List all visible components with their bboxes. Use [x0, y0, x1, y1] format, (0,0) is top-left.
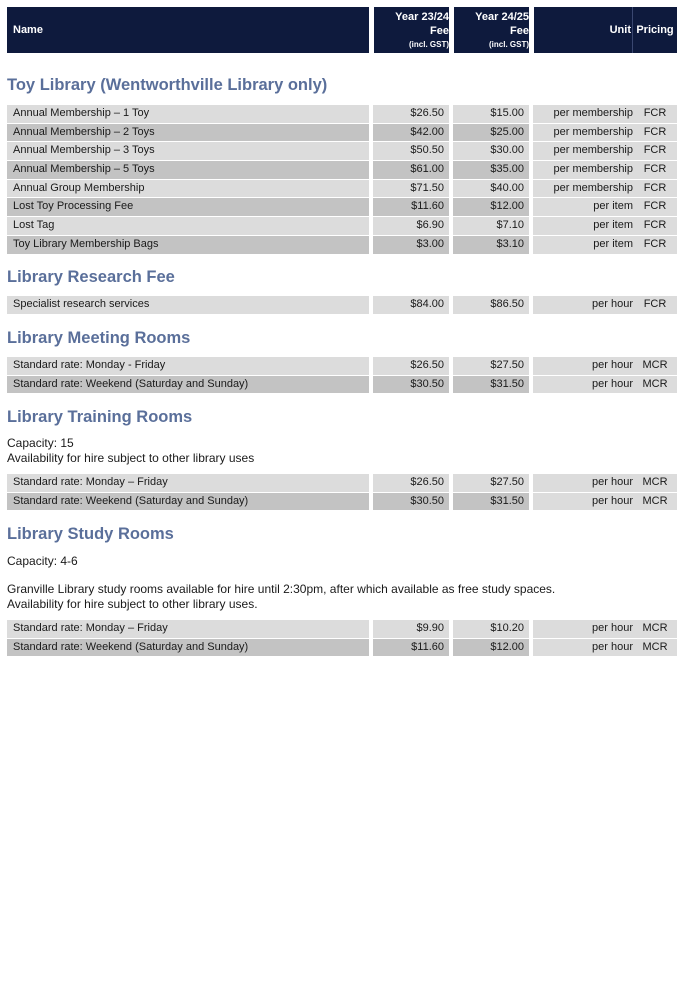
fee-item-name: Annual Membership – 3 Toys: [7, 142, 369, 160]
fee-2324: $30.50: [373, 493, 449, 511]
training-availability: Availability for hire subject to other library uses: [7, 451, 255, 465]
fee-unit: per membership: [533, 124, 633, 142]
fee-unit: per membership: [533, 142, 633, 160]
pricing-code: MCR: [633, 474, 677, 492]
header-y1-line1: Year 23/24: [395, 11, 449, 23]
header-divider: [449, 7, 454, 53]
table-row: [7, 356, 677, 375]
fee-item-name: Toy Library Membership Bags: [7, 236, 369, 254]
header-name-label: Name: [13, 24, 43, 36]
pricing-code: FCR: [633, 198, 677, 216]
table-row: [7, 216, 677, 235]
table-row: [7, 141, 677, 160]
fee-2324: $84.00: [373, 296, 449, 314]
fee-item-name: Standard rate: Monday – Friday: [7, 474, 369, 492]
fee-2425: $10.20: [453, 620, 529, 638]
fee-2425: $15.00: [453, 105, 529, 123]
table-row: [7, 179, 677, 198]
fee-2324: $26.50: [373, 357, 449, 375]
pricing-code: FCR: [633, 217, 677, 235]
table-header: [7, 7, 677, 53]
header-y2-line3: (incl. GST): [489, 40, 529, 49]
fee-item-name: Annual Membership – 5 Toys: [7, 161, 369, 179]
header-name: [7, 7, 369, 53]
study-capacity: Capacity: 4-6: [7, 554, 78, 568]
fee-2324: $9.90: [373, 620, 449, 638]
pricing-code: FCR: [633, 124, 677, 142]
fee-2425: $27.50: [453, 474, 529, 492]
fee-2425: $25.00: [453, 124, 529, 142]
fee-unit: per item: [533, 217, 633, 235]
fee-unit: per membership: [533, 161, 633, 179]
header-year-2425: [453, 7, 534, 53]
fee-item-name: Standard rate: Monday - Friday: [7, 357, 369, 375]
training-capacity: Capacity: 15: [7, 436, 74, 450]
pricing-code: FCR: [633, 142, 677, 160]
fee-2425: $30.00: [453, 142, 529, 160]
table-row: [7, 638, 677, 657]
header-unit: [533, 7, 633, 53]
header-y1-line2: Fee: [430, 25, 449, 37]
fee-unit: per hour: [533, 296, 633, 314]
training-rooms-table: [7, 473, 677, 510]
toy-library-table: [7, 104, 677, 254]
fee-2425: $12.00: [453, 198, 529, 216]
table-row: [7, 123, 677, 142]
fee-unit: per item: [533, 198, 633, 216]
fee-unit: per hour: [533, 620, 633, 638]
table-row: [7, 619, 677, 638]
fee-item-name: Standard rate: Monday – Friday: [7, 620, 369, 638]
fee-item-name: Annual Membership – 2 Toys: [7, 124, 369, 142]
fee-unit: per item: [533, 236, 633, 254]
section-title-toy-library: Toy Library (Wentworthville Library only): [7, 76, 328, 94]
fee-2324: $26.50: [373, 474, 449, 492]
fee-item-name: Standard rate: Weekend (Saturday and Sunday): [7, 376, 369, 394]
fee-2425: $12.00: [453, 639, 529, 657]
fee-2425: $3.10: [453, 236, 529, 254]
research-table: [7, 295, 677, 314]
study-note-granville: Granville Library study rooms available for hire until 2:30pm, after which available as free study spaces.: [7, 582, 556, 596]
fee-2425: $7.10: [453, 217, 529, 235]
pricing-code: MCR: [633, 639, 677, 657]
table-row: [7, 235, 677, 254]
fee-2324: $26.50: [373, 105, 449, 123]
fee-2425: $31.50: [453, 376, 529, 394]
header-year-2324: [373, 7, 454, 53]
pricing-code: FCR: [633, 161, 677, 179]
fee-2324: $61.00: [373, 161, 449, 179]
fee-item-name: Lost Tag: [7, 217, 369, 235]
fee-unit: per hour: [533, 493, 633, 511]
header-pricing: [633, 7, 677, 53]
fee-2425: $86.50: [453, 296, 529, 314]
pricing-code: FCR: [633, 180, 677, 198]
table-row: [7, 160, 677, 179]
section-title-meeting-rooms: Library Meeting Rooms: [7, 329, 191, 347]
fee-unit: per membership: [533, 180, 633, 198]
table-row: [7, 197, 677, 216]
pricing-code: MCR: [633, 357, 677, 375]
section-title-training-rooms: Library Training Rooms: [7, 408, 193, 426]
meeting-rooms-table: [7, 356, 677, 393]
fee-2425: $27.50: [453, 357, 529, 375]
fee-item-name: Standard rate: Weekend (Saturday and Sunday): [7, 493, 369, 511]
fee-item-name: Standard rate: Weekend (Saturday and Sunday): [7, 639, 369, 657]
fee-unit: per membership: [533, 105, 633, 123]
header-divider: [632, 7, 633, 53]
pricing-code: FCR: [633, 296, 677, 314]
section-title-study-rooms: Library Study Rooms: [7, 525, 174, 543]
fee-2324: $71.50: [373, 180, 449, 198]
fee-unit: per hour: [533, 376, 633, 394]
table-row: [7, 375, 677, 394]
fee-2425: $40.00: [453, 180, 529, 198]
fee-unit: per hour: [533, 639, 633, 657]
fee-unit: per hour: [533, 357, 633, 375]
fee-item-name: Annual Group Membership: [7, 180, 369, 198]
fee-2425: $31.50: [453, 493, 529, 511]
fee-2324: $11.60: [373, 198, 449, 216]
fee-2324: $11.60: [373, 639, 449, 657]
pricing-code: MCR: [633, 376, 677, 394]
fee-2425: $35.00: [453, 161, 529, 179]
table-row: [7, 295, 677, 314]
table-row: [7, 492, 677, 511]
header-divider: [369, 7, 374, 53]
pricing-code: MCR: [633, 620, 677, 638]
fee-item-name: Annual Membership – 1 Toy: [7, 105, 369, 123]
fee-unit: per hour: [533, 474, 633, 492]
pricing-code: FCR: [633, 236, 677, 254]
header-unit-label: Unit: [609, 24, 631, 36]
header-y2-line1: Year 24/25: [475, 11, 529, 23]
pricing-code: FCR: [633, 105, 677, 123]
fee-2324: $3.00: [373, 236, 449, 254]
fee-2324: $42.00: [373, 124, 449, 142]
fee-2324: $50.50: [373, 142, 449, 160]
fee-item-name: Specialist research services: [7, 296, 369, 314]
fee-2324: $6.90: [373, 217, 449, 235]
study-note-availability: Availability for hire subject to other library uses.: [7, 597, 258, 611]
fee-2324: $30.50: [373, 376, 449, 394]
pricing-code: MCR: [633, 493, 677, 511]
header-divider: [529, 7, 534, 53]
study-rooms-table: [7, 619, 677, 656]
header-pricing-label: Pricing: [636, 24, 674, 36]
header-y1-line3: (incl. GST): [409, 40, 449, 49]
table-row: [7, 473, 677, 492]
header-y2-line2: Fee: [510, 25, 529, 37]
table-row: [7, 104, 677, 123]
fee-item-name: Lost Toy Processing Fee: [7, 198, 369, 216]
section-title-research: Library Research Fee: [7, 268, 175, 286]
